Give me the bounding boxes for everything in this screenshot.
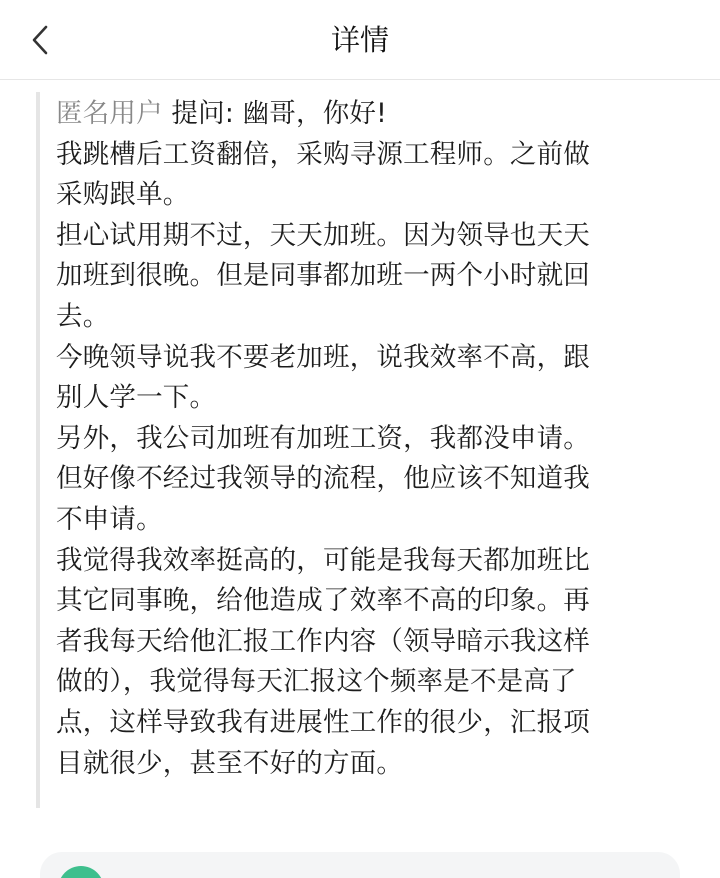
question-line: 目就很少，甚至不好的方面。 — [56, 747, 404, 779]
quote-bar — [36, 92, 40, 808]
question-line: 者我每天给他汇报工作内容（领导暗示我这样 — [56, 625, 590, 657]
avatar[interactable] — [58, 866, 104, 878]
question-line: 其它同事晚，给他造成了效率不高的印象。再 — [56, 585, 590, 617]
top-bar — [0, 0, 720, 80]
question-body — [56, 94, 686, 784]
answer-card[interactable] — [40, 852, 680, 878]
question-line: 采购跟单。 — [56, 179, 190, 211]
page-title: 详情 — [330, 23, 389, 57]
question-line: 做的），我觉得每天汇报这个频率是不是高了 — [56, 666, 577, 698]
question-line: 去。 — [56, 300, 110, 332]
question-line: 另外，我公司加班有加班工资，我都没申请。 — [56, 422, 590, 454]
question-line: 我觉得我效率挺高的，可能是我每天都加班比 — [56, 544, 590, 576]
question-header — [56, 94, 686, 135]
question-line: 不申请。 — [56, 503, 163, 535]
question-line: 别人学一下。 — [56, 382, 217, 414]
question-greeting: 提问: 幽哥，你好! — [162, 98, 387, 129]
question-line: 加班到很晚。但是同事都加班一两个小时就回 — [56, 260, 590, 292]
question-line: 担心试用期不过，天天加班。因为领导也天天 — [56, 219, 590, 251]
asker-name: 匿名用户 — [56, 98, 163, 129]
question-line: 点，这样导致我有进展性工作的很少，汇报项 — [56, 706, 590, 738]
question-line: 今晚领导说我不要老加班，说我效率不高，跟 — [56, 341, 590, 373]
question-block — [36, 92, 686, 808]
question-line: 但好像不经过我领导的流程，他应该不知道我 — [56, 463, 590, 495]
question-line: 我跳槽后工资翻倍，采购寻源工程师。之前做 — [56, 138, 590, 170]
